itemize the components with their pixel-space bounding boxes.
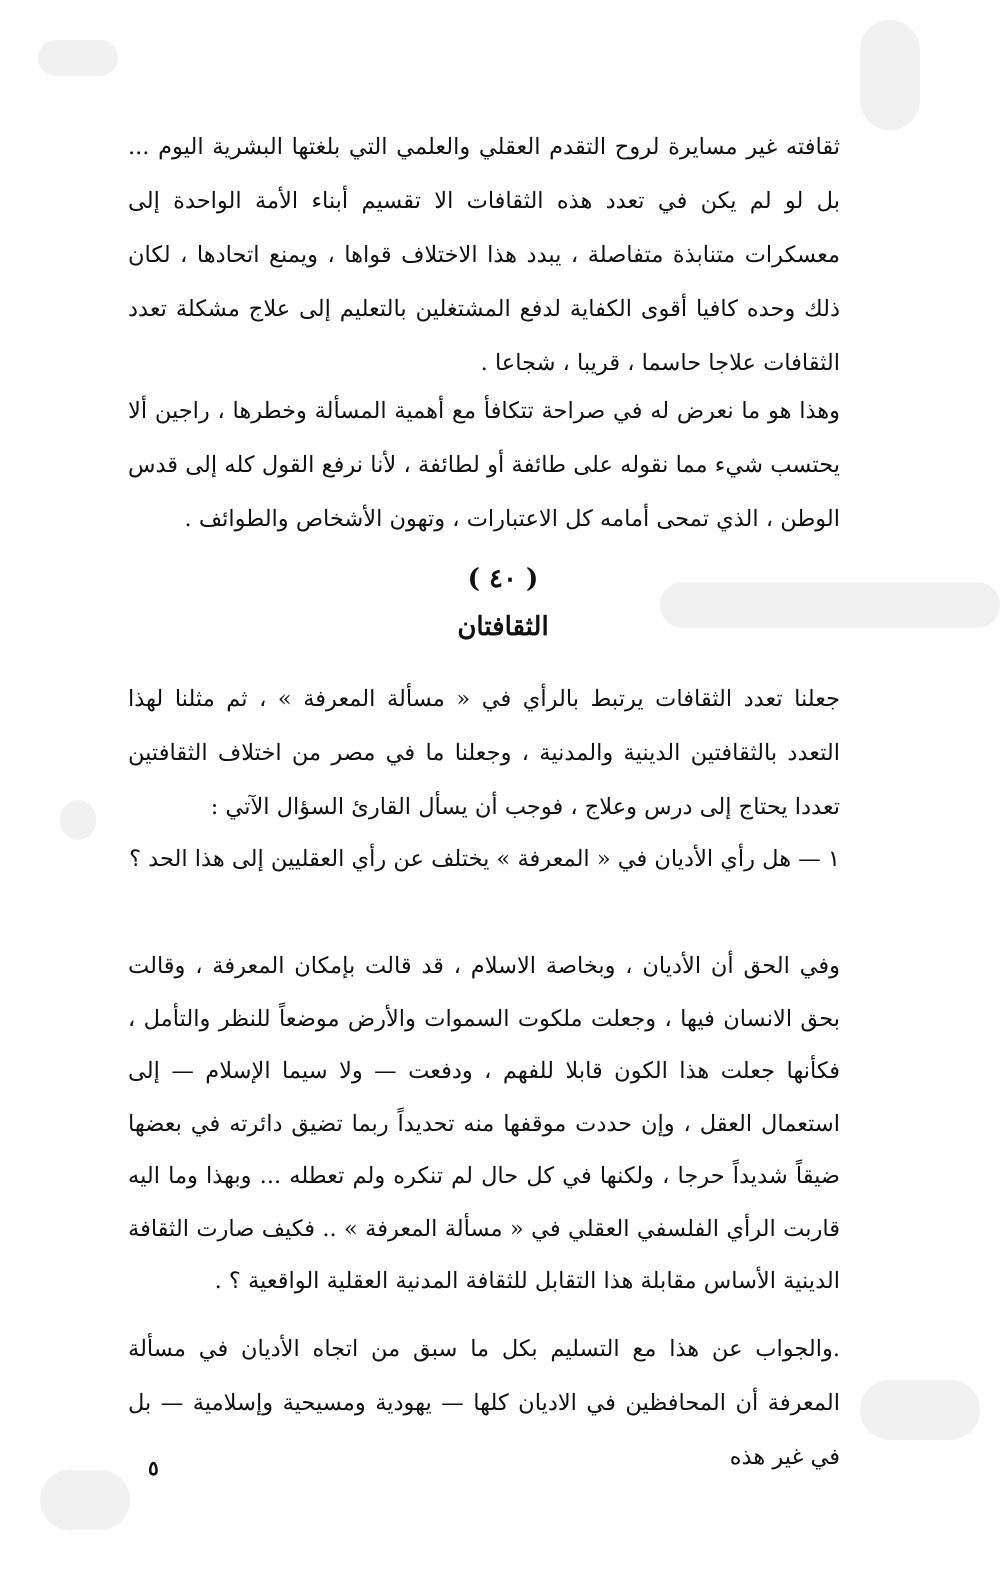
paragraph-conclusion (128, 1322, 840, 1484)
scan-smudge (860, 20, 920, 130)
paragraph-text: وفي الحق أن الأديان ، وبخاصة الاسلام ، قد قالت بإمكان المعرفة ، وقالت بحق الانسان فيها ، وجعلت ملكوت السموات والأرض موضعاً للنظر والتأمل ، فكأنها جعلت هذا الكون قابلا للفهم ، ودفعت — ولا سيما الإسلام — إلى استعمال العقل ، وإن حددت موقفها منه تحديداً ربما تضيق دائرته في بعضها ضيقاً شديداً حرجا ، ولكنها في كل حال لم تنكره ولم تعطله ... وبهذا وما اليه قاربت الرأي الفلسفي العقلي في « مسألة المعرفة » .. فكيف صارت الثقافة الدينية الأساس مقابلة هذا التقابل للثقافة المدنية العقلية الواقعية ؟ . (128, 953, 840, 1294)
scan-smudge (60, 800, 96, 840)
section-number: ( ٤٠ ) (467, 564, 539, 594)
scan-smudge (40, 1470, 130, 1530)
numbered-question (128, 832, 840, 886)
scan-smudge (38, 40, 118, 76)
page-folio: ٥ (148, 1456, 159, 1480)
paragraph-text: ثقافته غير مسايرة لروح التقدم العقلي والعلمي التي بلغتها البشرية اليوم ... بل لو لم يكن في تعدد هذه الثقافات الا تقسيم أبناء الأمة الواحدة إلى معسكرات متنابذة متفاصلة ، يبدد هذا الاختلاف قواها ، ويمنع اتحادها ، لكان ذلك وحده كافيا أقوى الكفاية لدفع المشتغلين بالتعليم إلى علاج مشكلة تعدد الثقافات علاجا حاسما ، قريبا ، شجاعا . (128, 134, 840, 376)
section-title: الثقافتان (457, 612, 549, 642)
paragraph-text: وهذا هو ما نعرض له في صراحة تتكافأ مع أهمية المسألة وخطرها ، راجين ألا يحتسب شيء مما نقوله على طائفة أو لطائفة ، لأنا نرفع القول كله إلى قدس الوطن ، الذي تمحى أمامه كل الاعتبارات ، وتهون الأشخاص والطوائف . (128, 398, 840, 532)
paragraph-text: .والجواب عن هذا مع التسليم بكل ما سبق من اتجاه الأديان في مسألة المعرفة أن المحافظين في الاديان كلها — يهودية ومسيحية وإسلامية — بل في غير هذه (128, 1336, 840, 1470)
paragraph-answer (128, 940, 840, 1308)
paragraph-section-intro (128, 672, 840, 834)
paragraph-intro (128, 384, 840, 546)
paragraph-text: ١ — هل رأي الأديان في « المعرفة » يختلف عن رأي العقليين إلى هذا الحد ؟ (129, 846, 840, 872)
paragraph-text: جعلنا تعدد الثقافات يرتبط بالرأي في « مسألة المعرفة » ، ثم مثلنا لهذا التعدد بالثقافتين الدينية والمدنية ، وجعلنا ما في مصر من اختلاف الثقافتين تعددا يحتاج إلى درس وعلاج ، فوجب أن يسأل القارئ السؤال الآتي : (128, 686, 840, 820)
scan-smudge (860, 1380, 980, 1440)
paragraph-continued (128, 120, 840, 390)
